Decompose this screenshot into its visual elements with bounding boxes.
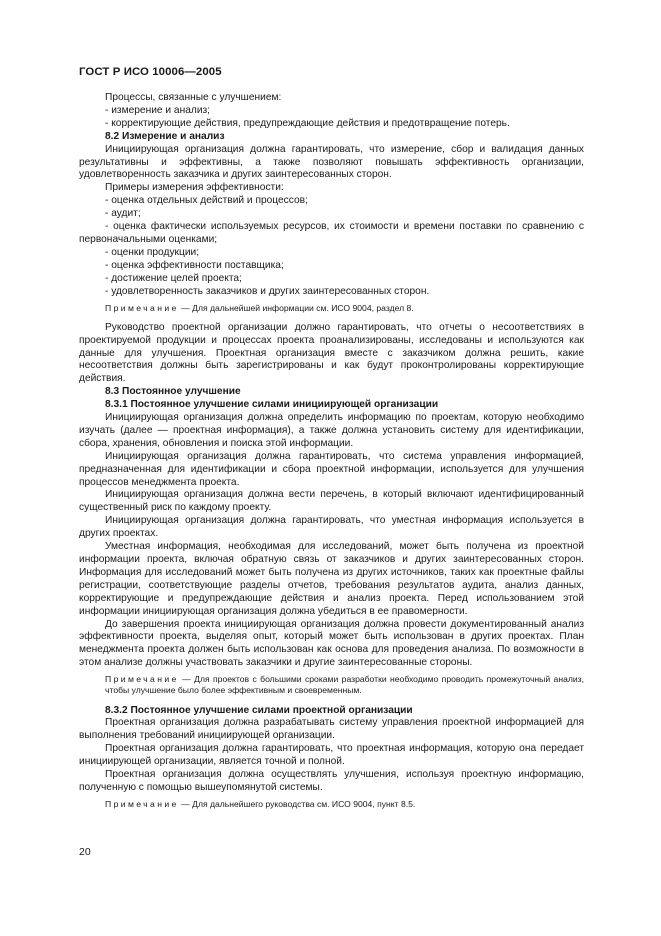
list-item: - измерение и анализ;: [105, 104, 211, 116]
list-item: - оценка отдельных действий и процессов;: [105, 195, 308, 207]
paragraph: Проектная организация должна разрабатывать систему управления проектной информацией для выполнения требований инициирующей организации.: [79, 717, 584, 742]
list-item: - корректирующие действия, предупреждающие действия и предотвращение потерь.: [105, 117, 510, 129]
paragraph: Руководство проектной организации должно гарантировать, что отчеты о несоответствиях в проектируемой продукции и процессах проекта проанализированы, исследованы и используются как данные для улучшения. Проектная организация вместе с заказчиком должна решить, какие несоответствия должны быть зарегистрированы и как будут проконтролированы корректирующие действия.: [79, 321, 584, 385]
document-header: ГОСТ Р ИСО 10006—2005: [79, 66, 222, 78]
list-item: - оценка фактически используемых ресурсов, их стоимости и времени поставки по сравнению с первоначальными оценками;: [79, 221, 584, 245]
list-item: - достижение целей проекта;: [105, 272, 242, 284]
note: [79, 674, 584, 696]
paragraph: Проектная организация должна осуществлять улучшения, используя проектную информацию, полученную с помощью вышеупомянутой системы.: [79, 769, 584, 794]
intro-paragraph: Процессы, связанные с улучшением:: [105, 92, 282, 103]
note-text: — Для дальнейшей информации см. ИСО 9004, раздел 8.: [178, 302, 414, 313]
paragraph: Уместная информация, необходимая для исследований, может быть получена из проектной информации проекта, включая обратную связь от заказчиков и других заинтересованных сторон. Информация для исследований может быть получена из других источников, таких как проектные файлы регистрации, соответствующие разделы отчетов, требования результатов аудита, анализ данных, корректирующие и предупреждающие действия и анализ проекта. Перед использованием этой информации инициирующая организация должна убедиться в ее правомерности.: [79, 541, 584, 617]
paragraph: Инициирующая организация должна гарантировать, что измерение, сбор и валидация данных результативны и эффективны, а также позволяют повышать эффективность организации, удовлетворенность заказчика и других заинтересованных сторон.: [79, 143, 584, 181]
note-text: — Для проектов с большими сроками разработки необходимо проводить промежуточный анализ, чтобы улучшение было более эффективным и своевременным.: [105, 674, 584, 696]
list-item: - аудит;: [105, 208, 141, 220]
section-heading-8-2: 8.2 Измерение и анализ: [105, 130, 225, 142]
section-heading-8-3-2: 8.3.2 Постоянное улучшение силами проектной организации: [105, 704, 413, 716]
document-body: [79, 92, 584, 810]
note: [79, 303, 584, 314]
paragraph: Инициирующая организация должна определить информацию по проектам, которую необходимо изучать (далее — проектная информация), а также должна установить систему для идентификации, сбора, хранения, обновления и поиска этой информации.: [79, 412, 584, 449]
note: [79, 799, 584, 810]
paragraph: Проектная организация должна гарантировать, что проектная информация, которую она передает инициирующей организации, является точной и полной.: [79, 743, 584, 768]
section-heading-8-3: 8.3 Постоянное улучшение: [105, 386, 241, 398]
paragraph: Инициирующая организация должна гарантировать, что система управления информацией, предназначенная для идентификации и сбора проектной информации, используется для улучшения процессов менеджмента проекта.: [79, 450, 584, 488]
note-text: — Для дальнейшего руководства см. ИСО 9004, пункт 8.5.: [178, 798, 416, 809]
list-item: - оценка эффективности поставщика;: [105, 259, 284, 271]
paragraph: До завершения проекта инициирующая организация должна провести документированный анализ эффективности проекта, выделяя опыт, который может быть использован в других проектах. План менеджмента проекта должен быть использован как основа для проведения анализа. По возможности в этом анализе должны участвовать заказчики и другие заинтересованные стороны.: [79, 618, 584, 669]
section-heading-8-3-1: 8.3.1 Постоянное улучшение силами инициирующей организации: [105, 399, 439, 411]
note-label: Примечание: [105, 674, 179, 685]
note-label: Примечание: [105, 798, 179, 809]
note-label: Примечание: [105, 302, 179, 313]
page-number: 20: [79, 846, 91, 858]
paragraph: Инициирующая организация должна гарантировать, что уместная информация используется в других проектах.: [79, 515, 584, 540]
paragraph: Примеры измерения эффективности:: [105, 182, 284, 194]
list-item: - оценки продукции;: [105, 246, 200, 258]
list-item: - удовлетворенность заказчиков и других заинтересованных сторон.: [105, 285, 430, 297]
paragraph: Инициирующая организация должна вести перечень, в который включают идентифицированный существенный риск по каждому проекту.: [79, 489, 584, 514]
